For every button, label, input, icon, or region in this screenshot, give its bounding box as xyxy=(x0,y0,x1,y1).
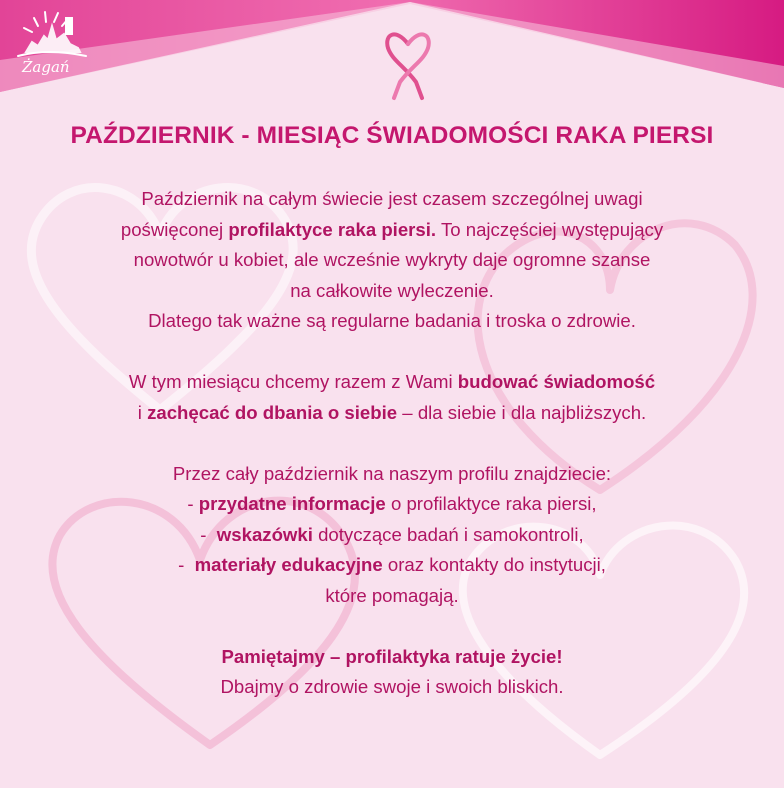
list-item-highlight: przydatne informacje xyxy=(198,493,386,514)
intro-line-2 xyxy=(0,215,784,246)
page-title: PAŹDZIERNIK - MIESIĄC ŚWIADOMOŚCI RAKA PIERSI xyxy=(70,122,714,149)
list-item-text: dotyczące badań i samokontroli, xyxy=(312,523,584,545)
intro-line-2-start: poświęconej xyxy=(120,218,229,240)
pink-ribbon-icon xyxy=(382,20,434,102)
intro-line-5: Dlatego tak ważne są regularne badania i troska o zdrowie. xyxy=(148,310,636,331)
profile-continuation: które pomagają. xyxy=(325,584,459,606)
profile-intro: Przez cały październik na naszym profilu znajdziecie: xyxy=(172,462,612,484)
list-item-dash: - xyxy=(200,523,217,545)
list-item-highlight: wskazówki xyxy=(216,523,313,545)
zagan-city-logo xyxy=(8,4,94,76)
intro-line-4: na całkowite wyleczenie. xyxy=(290,279,494,301)
intro-line-3: nowotwór u kobiet, ale wcześnie wykryty daje ogromne szanse xyxy=(133,249,651,270)
list-item-dash: - xyxy=(187,493,199,514)
closing-slogan: Pamiętajmy – profilaktyka ratuje życie! xyxy=(221,645,563,667)
list-item xyxy=(0,520,784,551)
logo-text: Żagań xyxy=(22,58,70,76)
closing-line: Dbajmy o zdrowie swoje i swoich bliskich. xyxy=(220,676,564,697)
mission-line-2-start: i xyxy=(137,401,148,423)
mission-line-1 xyxy=(0,367,784,398)
list-item-text: o profilaktyce raka piersi, xyxy=(385,493,597,514)
list-item-text: oraz kontakty do instytucji, xyxy=(382,554,606,575)
mission-line-2 xyxy=(0,398,784,429)
highlight-self-care: zachęcać do dbania o siebie xyxy=(147,401,398,423)
list-item xyxy=(0,489,784,520)
list-item-highlight: materiały edukacyjne xyxy=(194,554,383,575)
highlight-awareness: budować świadomość xyxy=(457,371,656,392)
mission-line-1-start: W tym miesiącu chcemy razem z Wami xyxy=(128,371,458,392)
highlight-prophylaxis: profilaktyce raka piersi. xyxy=(228,218,437,240)
main-text xyxy=(0,184,784,703)
list-item-dash: - xyxy=(178,554,195,575)
mission-line-2-end: – dla siebie i dla najbliższych. xyxy=(397,401,647,423)
intro-line-1: Październik na całym świecie jest czasem szczególnej uwagi xyxy=(141,188,643,209)
list-item xyxy=(0,550,784,581)
intro-line-2-end: To najczęściej występujący xyxy=(436,218,664,240)
